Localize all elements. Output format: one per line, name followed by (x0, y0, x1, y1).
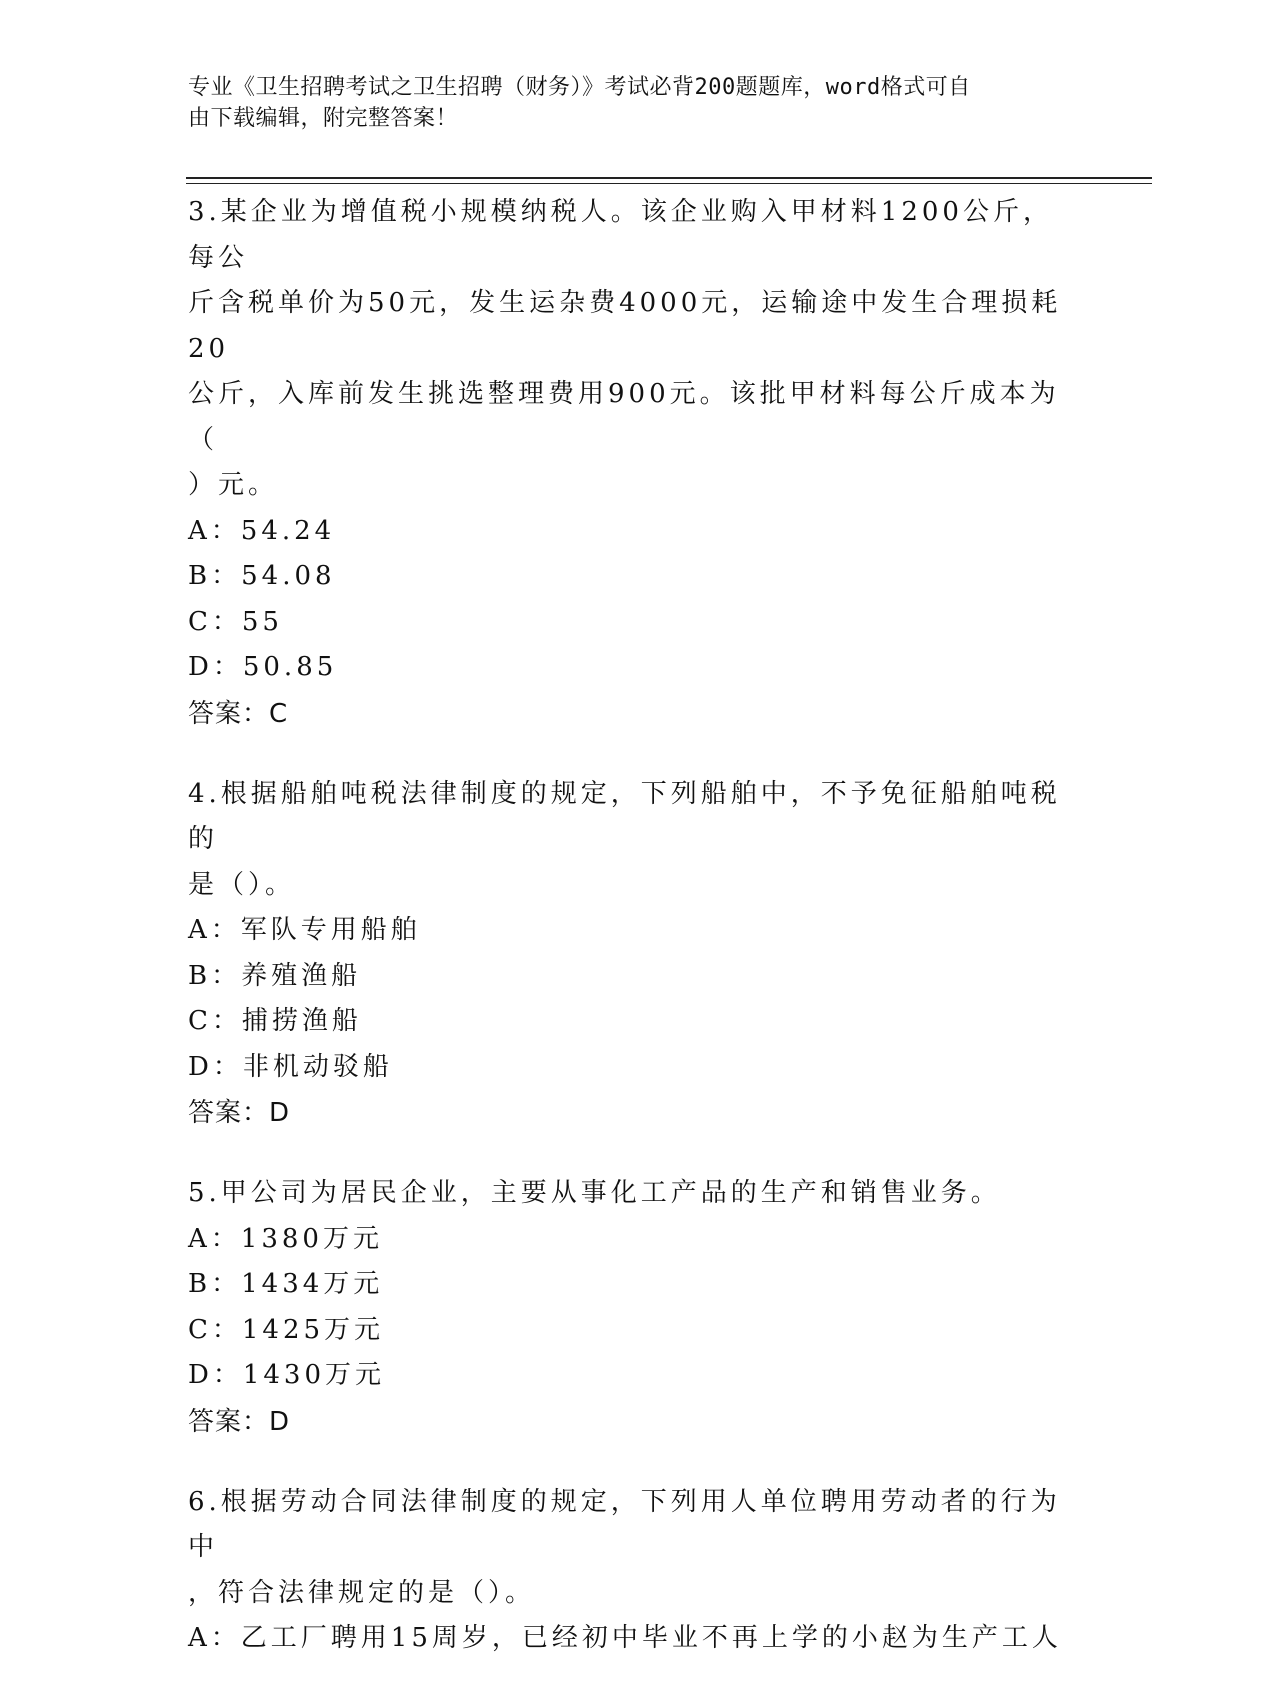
question-stem-line: ）元。 (188, 470, 279, 500)
document-header (188, 72, 1078, 134)
question-stem-line: 斤含税单价为50元，发生运杂费4000元，运输途中发生合理损耗20 (188, 288, 1062, 364)
option-d: D：50.85 (188, 652, 338, 682)
question-stem-line: 3.某企业为增值税小规模纳税人。该企业购入甲材料1200公斤，每公 (188, 197, 1053, 273)
option-a: A：军队专用船舶 (188, 915, 421, 945)
question-list (188, 190, 1088, 1697)
option-c: C：55 (188, 606, 283, 637)
header-title-line-1: 专业《卫生招聘考试之卫生招聘（财务）》考试必背200题题库，word格式可自 (188, 75, 971, 100)
answer-label: 答案：D (188, 1406, 291, 1437)
question-stem-line: 6.根据劳动合同法律制度的规定，下列用人单位聘用劳动者的行为中 (188, 1486, 1061, 1562)
question-stem-line: 是（）。 (188, 869, 296, 900)
option-a: A：1380万元 (188, 1223, 383, 1254)
question-5 (188, 1171, 1088, 1445)
option-b: B：养殖渔船 (188, 960, 362, 991)
option-b: B：1434万元 (188, 1269, 384, 1299)
option-a: A：54.24 (188, 515, 336, 546)
question-stem-line: 4.根据船舶吨税法律制度的规定，下列船舶中，不予免征船舶吨税的 (188, 778, 1061, 854)
question-4 (188, 772, 1088, 1137)
header-title-line-2: 由下载编辑，附完整答案！ (188, 106, 459, 131)
header-divider-thick (186, 177, 1152, 179)
answer-label: 答案：C (188, 698, 289, 729)
option-d: D：1430万元 (188, 1360, 386, 1390)
question-6 (188, 1480, 1088, 1662)
option-d: D：非机动驳船 (188, 1051, 393, 1082)
question-stem-line: 公斤，入库前发生挑选整理费用900元。该批甲材料每公斤成本为（ (188, 379, 1060, 455)
question-stem-line: ，符合法律规定的是（）。 (188, 1577, 536, 1608)
question-stem-line: 5.甲公司为居民企业，主要从事化工产品的生产和销售业务。 (188, 1178, 1001, 1208)
option-c: C：1425万元 (188, 1314, 385, 1345)
option-c: C：捕捞渔船 (188, 1006, 362, 1036)
header-divider-thin (186, 183, 1152, 184)
option-a: A：乙工厂聘用15周岁，已经初中毕业不再上学的小赵为生产工人 (188, 1623, 1062, 1653)
option-b: B：54.08 (188, 561, 336, 591)
answer-label: 答案：D (188, 1098, 291, 1128)
question-3 (188, 190, 1088, 737)
